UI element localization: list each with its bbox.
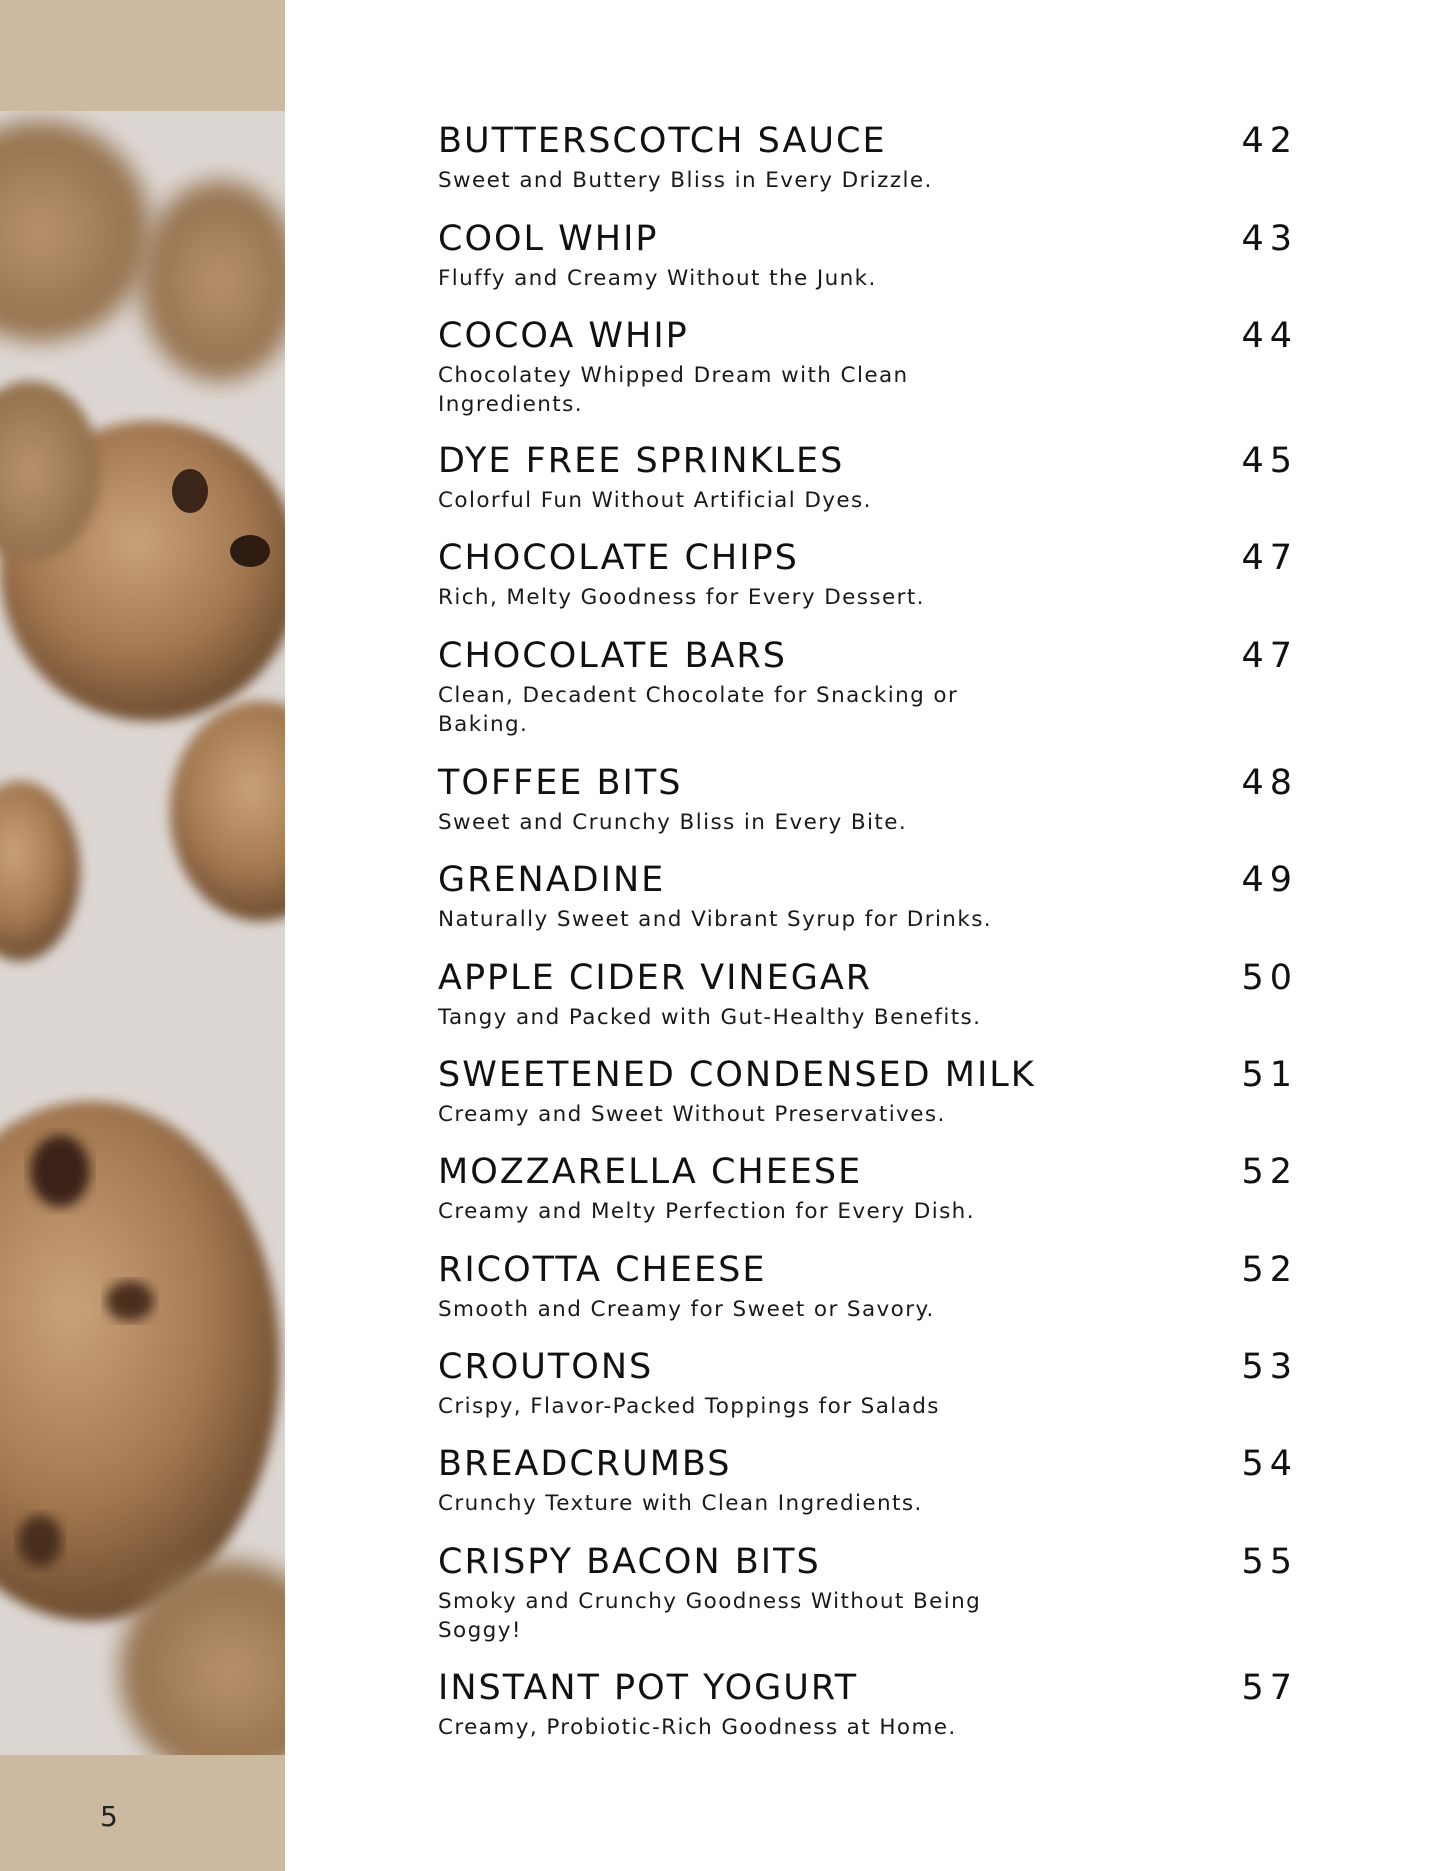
entry-description: Chocolatey Whipped Dream with Clean Ingredients. [438,363,909,417]
entry-description: Rich, Melty Goodness for Every Dessert. [438,585,925,610]
entry-title: BUTTERSCOTCH SAUCE [438,121,887,161]
entry-page-number: 45 [1241,441,1298,481]
entry-title: COCOA WHIP [438,316,689,356]
toc-entry[interactable] [438,1541,1298,1645]
entry-page-number: 50 [1241,958,1298,998]
entry-description: Creamy and Melty Perfection for Every Dish. [438,1199,975,1224]
page-number: 5 [100,1800,118,1833]
entry-description: Crunchy Texture with Clean Ingredients. [438,1491,923,1516]
entry-page-number: 52 [1241,1250,1298,1290]
entry-page-number: 53 [1241,1347,1298,1387]
toc-entry[interactable] [438,1667,1298,1742]
toc-entry[interactable] [438,635,1298,739]
entry-title: CROUTONS [438,1347,654,1387]
entry-page-number: 51 [1241,1055,1298,1095]
toc-entry[interactable] [438,859,1298,934]
entry-description: Fluffy and Creamy Without the Junk. [438,266,877,291]
entry-description: Clean, Decadent Chocolate for Snacking or Baking. [438,683,959,737]
entry-page-number: 44 [1241,316,1298,356]
entry-description: Tangy and Packed with Gut-Healthy Benefits. [438,1005,982,1030]
entry-page-number: 47 [1241,538,1298,578]
entry-page-number: 49 [1241,860,1298,900]
toc-entry[interactable] [438,1054,1298,1129]
entry-title: CHOCOLATE CHIPS [438,538,799,578]
entry-description: Smoky and Crunchy Goodness Without Being Soggy! [438,1589,982,1643]
entry-title: GRENADINE [438,860,666,900]
entry-page-number: 42 [1241,121,1298,161]
entry-title: MOZZARELLA CHEESE [438,1152,863,1192]
toc-entry[interactable] [438,1151,1298,1226]
toc-entry[interactable] [438,120,1298,195]
entry-description: Colorful Fun Without Artificial Dyes. [438,488,872,513]
entry-title: BREADCRUMBS [438,1444,732,1484]
toc-entry[interactable] [438,440,1298,515]
entry-page-number: 54 [1241,1444,1298,1484]
entry-description: Creamy, Probiotic-Rich Goodness at Home. [438,1715,957,1740]
entry-page-number: 55 [1241,1542,1298,1582]
entry-title: COOL WHIP [438,219,659,259]
entry-title: CRISPY BACON BITS [438,1542,821,1582]
entry-page-number: 48 [1241,763,1298,803]
toc-entry[interactable] [438,315,1298,419]
entry-page-number: 47 [1241,636,1298,676]
entry-title: CHOCOLATE BARS [438,636,787,676]
entry-page-number: 52 [1241,1152,1298,1192]
entry-title: INSTANT POT YOGURT [438,1668,859,1708]
entry-title: RICOTTA CHEESE [438,1250,767,1290]
cookie-dough-photo [0,111,285,1755]
entry-description: Naturally Sweet and Vibrant Syrup for Drinks. [438,907,993,932]
entry-title: TOFFEE BITS [438,763,683,803]
toc-entry[interactable] [438,957,1298,1032]
entry-title: APPLE CIDER VINEGAR [438,958,873,998]
toc-entry[interactable] [438,1346,1298,1421]
entry-title: SWEETENED CONDENSED MILK [438,1055,1036,1095]
toc-entry[interactable] [438,1443,1298,1518]
entry-page-number: 43 [1241,219,1298,259]
toc-entry[interactable] [438,537,1298,612]
toc-entry[interactable] [438,762,1298,837]
entry-description: Creamy and Sweet Without Preservatives. [438,1102,946,1127]
entry-description: Crispy, Flavor-Packed Toppings for Salads [438,1394,940,1419]
toc-entry[interactable] [438,218,1298,293]
cookie-dough-illustration [0,111,285,1755]
entry-description: Sweet and Buttery Bliss in Every Drizzle. [438,168,933,193]
entry-page-number: 57 [1241,1668,1298,1708]
entry-description: Sweet and Crunchy Bliss in Every Bite. [438,810,908,835]
toc-entry[interactable] [438,1249,1298,1324]
entry-description: Smooth and Creamy for Sweet or Savory. [438,1297,935,1322]
entry-title: DYE FREE SPRINKLES [438,441,845,481]
